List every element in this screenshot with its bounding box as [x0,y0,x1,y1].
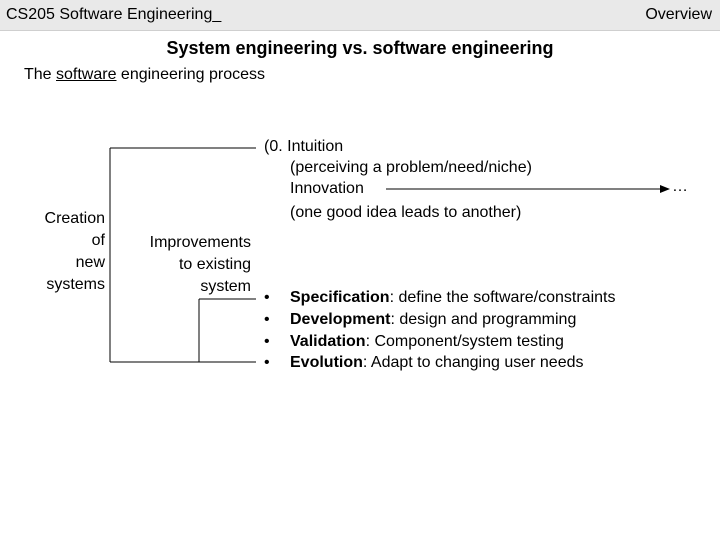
innovation-arrow-head [660,185,670,193]
subtitle-post: engineering process [116,66,266,83]
step-bullet: • [264,354,270,371]
left-branch-line-2: of [91,232,105,249]
step-term: Specification [290,289,390,306]
middle-branch-line-2: to existing [178,256,251,273]
step-desc: : define the software/constraints [389,289,616,306]
middle-branch-line-3: system [200,278,251,295]
slide-title: System engineering vs. software engineering [166,38,554,58]
step-desc: : Component/system testing [365,333,564,350]
intuition-perceiving: (perceiving a problem/need/niche) [290,159,532,176]
step-bullet: • [264,311,270,328]
step-term: Development [290,311,391,328]
subtitle-underlined-word: software [56,66,117,83]
section-label: Overview [645,6,712,23]
middle-branch-line-1: Improvements [149,234,251,251]
step-specification [290,289,615,307]
left-branch-line-1: Creation [44,210,105,227]
step-bullet: • [264,333,270,350]
step-bullet: • [264,289,270,306]
step-desc: : design and programming [390,311,577,328]
innovation-note: (one good idea leads to another) [290,204,522,221]
subtitle-pre: The [24,66,57,83]
left-branch-line-3: new [75,254,105,271]
step-term: Evolution [290,354,363,371]
left-branch-line-4: systems [46,276,105,293]
step-term: Validation [290,333,366,350]
course-title: CS205 Software Engineering_ [6,6,222,23]
intuition-heading [264,138,343,156]
step-validation [290,333,564,351]
intuition-heading-text: (0. Intuition [264,138,344,155]
innovation-label: Innovation [290,180,364,197]
step-desc: : Adapt to changing user needs [362,354,584,371]
step-evolution [290,354,584,372]
step-development [290,311,576,329]
innovation-ellipsis: … [672,178,688,195]
